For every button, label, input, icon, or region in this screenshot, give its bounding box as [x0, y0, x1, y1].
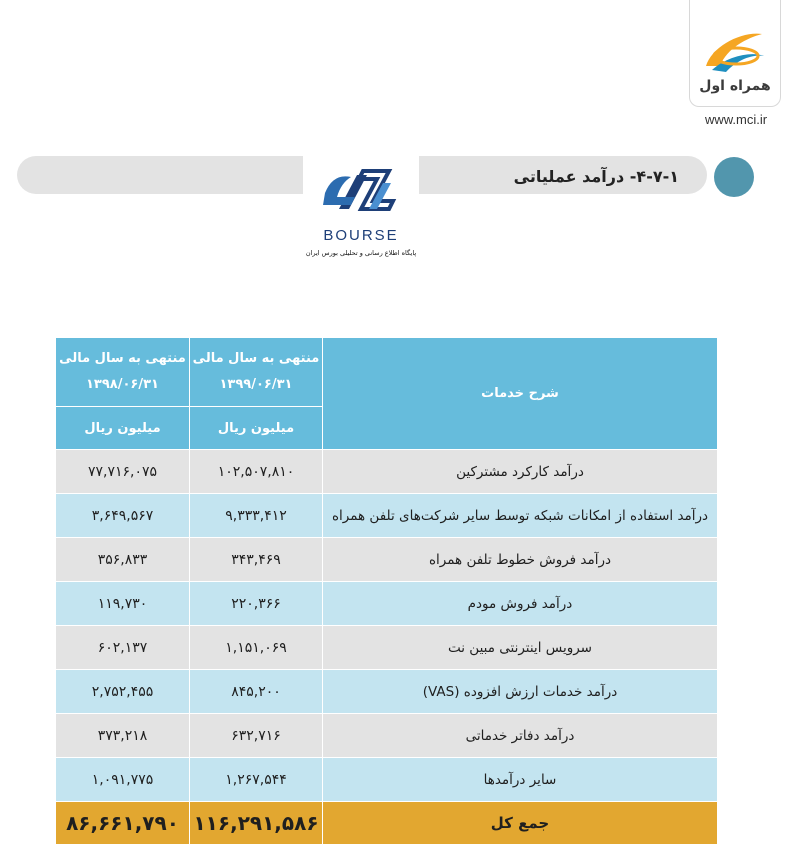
header-period-1398-label: منتهی به سال مالی — [59, 351, 186, 366]
mci-logo-text: همراه اول — [699, 78, 771, 94]
bourse-subtitle: پایگاه اطلاع رسانی و تحلیلی بورس ایران — [305, 249, 417, 257]
cell-description: درآمد استفاده از امکانات شبکه توسط سایر شرکت‌های تلفن همراه — [323, 494, 718, 538]
table-row — [56, 582, 718, 626]
cell-description: سایر درآمدها — [323, 758, 718, 802]
cell-description: درآمد فروش خطوط تلفن همراه — [323, 538, 718, 582]
bourse-watermark-logo — [303, 153, 419, 267]
header-period-1398-date: ۱۳۹۸/۰۶/۳۱ — [86, 377, 159, 392]
cell-1399: ۱,۱۵۱,۰۶۹ — [190, 626, 323, 670]
cell-1398: ۳۵۶,۸۳۳ — [56, 538, 190, 582]
cell-1398: ۷۷,۷۱۶,۰۷۵ — [56, 450, 190, 494]
mci-swoosh-icon — [702, 26, 768, 76]
table-total-row — [56, 802, 718, 845]
header-period-1399-date: ۱۳۹۹/۰۶/۳۱ — [219, 377, 293, 392]
operating-revenue-table — [55, 337, 718, 845]
table-row — [56, 494, 718, 538]
total-1398: ۸۶,۶۶۱,۷۹۰ — [56, 802, 190, 845]
header-period-1398 — [56, 338, 190, 407]
table-row — [56, 538, 718, 582]
cell-1399: ۹,۳۳۳,۴۱۲ — [190, 494, 323, 538]
table-row — [56, 758, 718, 802]
cell-1398: ۲,۷۵۲,۴۵۵ — [56, 670, 190, 714]
table-row — [56, 670, 718, 714]
table-row — [56, 450, 718, 494]
total-1399: ۱۱۶,۲۹۱,۵۸۶ — [190, 802, 323, 845]
bourse-24-icon — [303, 153, 419, 229]
cell-description: درآمد کارکرد مشترکین — [323, 450, 718, 494]
header-unit-1399: میلیون ریال — [190, 407, 323, 450]
cell-1399: ۲۲۰,۳۶۶ — [190, 582, 323, 626]
cell-1399: ۶۳۲,۷۱۶ — [190, 714, 323, 758]
cell-1398: ۳۷۳,۲۱۸ — [56, 714, 190, 758]
website-url[interactable]: www.mci.ir — [704, 112, 768, 127]
cell-1399: ۳۴۳,۴۶۹ — [190, 538, 323, 582]
total-label: جمع کل — [323, 802, 718, 845]
table-header-row — [56, 338, 718, 407]
cell-1399: ۱,۲۶۷,۵۴۴ — [190, 758, 323, 802]
cell-1398: ۱۱۹,۷۳۰ — [56, 582, 190, 626]
table-row — [56, 626, 718, 670]
section-title: ۴-۷-۱- درآمد عملیاتی — [513, 167, 679, 186]
header-unit-1398: میلیون ریال — [56, 407, 190, 450]
cell-1398: ۳,۶۴۹,۵۶۷ — [56, 494, 190, 538]
header-period-1399-label: منتهی به سال مالی — [192, 351, 320, 366]
cell-description: سرویس اینترنتی مبین نت — [323, 626, 718, 670]
bourse-name: BOURSE — [323, 227, 399, 244]
cell-description: درآمد خدمات ارزش افزوده (VAS) — [323, 670, 718, 714]
header-period-1399 — [190, 338, 323, 407]
table-row — [56, 714, 718, 758]
cell-1399: ۱۰۲,۵۰۷,۸۱۰ — [190, 450, 323, 494]
mci-logo — [689, 0, 781, 107]
header-description: شرح خدمات — [323, 338, 718, 450]
cell-1399: ۸۴۵,۲۰۰ — [190, 670, 323, 714]
cell-1398: ۶۰۲,۱۳۷ — [56, 626, 190, 670]
section-bullet-dot — [714, 157, 754, 197]
cell-description: درآمد فروش مودم — [323, 582, 718, 626]
cell-1398: ۱,۰۹۱,۷۷۵ — [56, 758, 190, 802]
cell-description: درآمد دفاتر خدماتی — [323, 714, 718, 758]
